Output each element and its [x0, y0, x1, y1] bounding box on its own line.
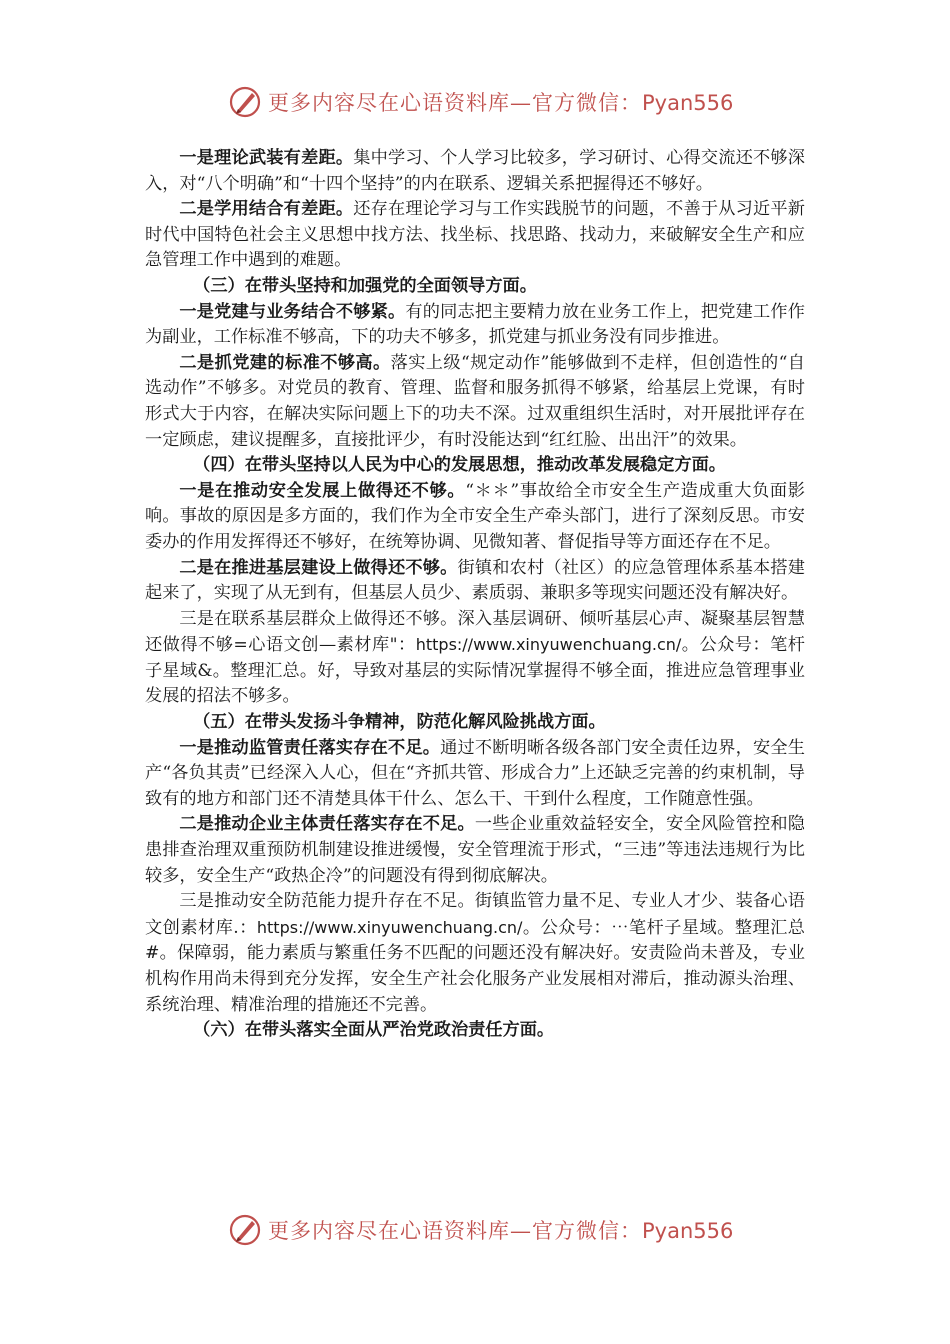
- header-banner: [228, 82, 733, 122]
- paragraph-text: 三是推动安全防范能力提升存在不足。街镇监管力量不足、专业人才少、装备心语文创素材库.：: [145, 891, 805, 938]
- paragraph-tail: 。公众号：⋯笔杆子星域。整理汇总#。保障弱，能力素质与繁重任务不匹配的问题还没有解决好。安责险尚未普及，专业机构作用尚未得到充分发挥，安全生产社会化服务产业发展相对滞后，推动源头治理、系统治理、精准治理的措施还不完善。: [145, 917, 805, 1015]
- paragraph-text: 街镇和农村（社区）的应急管理体系基本搭建起来了，实现了从无到有，但基层人员少、素质弱、兼职多等现实问题还没有解决好。: [145, 557, 805, 604]
- section-heading: （四）在带头坚持以人民为中心的发展思想，推动改革发展稳定方面。: [193, 455, 726, 476]
- paragraph-text: 集中学习、个人学习比较多，学习研讨、心得交流还不够深入，对“八个明确”和“十四个坚持”的内在联系、逻辑关系把握得还不够好。: [145, 148, 805, 194]
- section-heading: （六）在带头落实全面从严治党政治责任方面。: [193, 1020, 555, 1041]
- section-heading: （三）在带头坚持和加强党的全面领导方面。: [193, 275, 537, 296]
- paragraph-text: 有的同志把主要精力放在业务工作上，把党建工作作为副业，工作标准不够高，下的功夫不够多，抓党建与抓业务没有同步推进。: [145, 301, 805, 348]
- paragraph-lead: 一是理论武装有差距。: [179, 148, 354, 168]
- footer-banner: [228, 1210, 733, 1250]
- body-paragraph: [145, 300, 805, 351]
- paragraph-lead: 一是推动监管责任落实存在不足。: [179, 737, 441, 758]
- paragraph-lead: 二是抓党建的标准不够高。: [179, 352, 391, 373]
- pen-logo-icon: [228, 85, 262, 119]
- paragraph-text: “＊＊”事故给全市安全生产造成重大负面影响。事故的原因是多方面的，我们作为全市安全生产牵头部门，进行了深刻反思。市安委办的作用发挥得还不够好，在统筹协调、见微知著、督促指导等方面还存在不足。: [145, 480, 805, 552]
- body-paragraph: [145, 351, 805, 453]
- paragraph-lead: 二是推动企业主体责任落实存在不足。: [179, 814, 475, 835]
- pen-logo-icon: [228, 1213, 262, 1247]
- body-paragraph: [145, 889, 805, 1018]
- paragraph-lead: 二是学用结合有差距。: [179, 199, 354, 220]
- paragraph-text: 三是在联系基层群众上做得还不够。深入基层调研、倾听基层心声、凝聚基层智慧还做得不够=心语文创—素材库"：: [145, 608, 805, 656]
- body-paragraph: [145, 812, 805, 889]
- url-text: https://www.xinyuwenchuang.cn/: [256, 917, 523, 937]
- url-text: https://www.xinyuwenchuang.cn/: [415, 635, 682, 655]
- document-body: [145, 146, 805, 1044]
- paragraph-text: 落实上级“规定动作”能够做到不走样，但创造性的“自选动作”不够多。对党员的教育、管理、监督和服务抓得不够紧，给基层上党课，有时形式大于内容，在解决实际问题上下的功夫不深。过双重组织生活时，对开展批评存在一定顾虑，建议提醒多，直接批评少，有时没能达到“红红脸、出出汗”的效果。: [145, 352, 805, 450]
- body-paragraph: [145, 736, 805, 813]
- section-heading: （五）在带头发扬斗争精神，防范化解风险挑战方面。: [193, 712, 606, 733]
- body-paragraph: [145, 146, 805, 197]
- paragraph-lead: 二是在推进基层建设上做得还不够。: [179, 557, 458, 578]
- header-text: 更多内容尽在心语资料库—官方微信：Pyan556: [268, 91, 734, 115]
- paragraph-lead: 一是在推动安全发展上做得还不够。: [179, 480, 466, 501]
- paragraph-lead: 一是党建与业务结合不够紧。: [179, 301, 406, 322]
- paragraph-text: 一些企业重效益轻安全，安全风险管控和隐患排查治理双重预防机制建设推进缓慢，安全管理流于形式，“三违”等违法违规行为比较多，安全生产“政热企冷”的问题没有得到彻底解决。: [145, 814, 805, 886]
- paragraph-text: 还存在理论学习与工作实践脱节的问题，不善于从习近平新时代中国特色社会主义思想中找方法、找坐标、找思路、找动力，来破解安全生产和应急管理工作中遇到的难题。: [145, 199, 805, 271]
- footer-text: 更多内容尽在心语资料库—官方微信：Pyan556: [268, 1219, 734, 1243]
- body-paragraph: [145, 197, 805, 274]
- body-paragraph: [145, 607, 805, 710]
- body-paragraph: [145, 556, 805, 607]
- paragraph-text: 通过不断明晰各级各部门安全责任边界，安全生产“各负其责”已经深入人心，但在“齐抓共管、形成合力”上还缺乏完善的约束机制，导致有的地方和部门还不清楚具体干什么、怎么干、干到什么程度，工作随意性强。: [145, 737, 805, 809]
- body-paragraph: [145, 479, 805, 556]
- paragraph-tail: 。公众号：笔杆子星域&。整理汇总。好，导致对基层的实际情况掌握得不够全面，推进应急管理事业发展的招法不够多。: [145, 635, 805, 707]
